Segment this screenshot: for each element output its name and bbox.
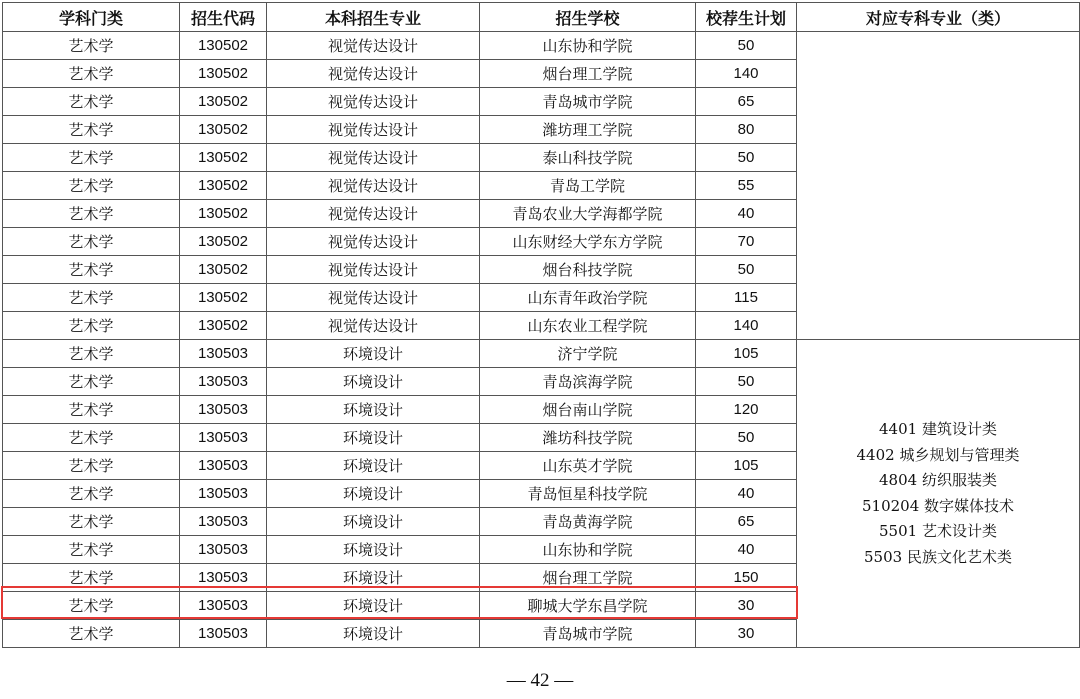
cell-quota: 65	[696, 508, 797, 536]
cell-quota: 55	[696, 172, 797, 200]
cell-category: 艺术学	[3, 228, 180, 256]
cell-code: 130502	[180, 88, 267, 116]
cell-quota: 65	[696, 88, 797, 116]
cell-major: 环境设计	[267, 508, 480, 536]
cell-major: 视觉传达设计	[267, 172, 480, 200]
page-number: — 42 —	[506, 670, 574, 691]
header-category: 学科门类	[3, 3, 180, 32]
cell-category: 艺术学	[3, 32, 180, 60]
cell-category: 艺术学	[3, 172, 180, 200]
cell-major: 视觉传达设计	[267, 228, 480, 256]
cell-quota: 40	[696, 536, 797, 564]
related-major-line: 4402 城乡规划与管理类	[856, 445, 1020, 464]
cell-quota: 140	[696, 312, 797, 340]
cell-school: 烟台理工学院	[480, 60, 696, 88]
cell-code: 130502	[180, 60, 267, 88]
cell-major: 视觉传达设计	[267, 60, 480, 88]
related-major-line: 5501 艺术设计类	[879, 522, 997, 540]
cell-school: 山东农业工程学院	[480, 312, 696, 340]
header-related-majors: 对应专科专业（类）	[797, 3, 1080, 32]
related-major-line: 4804 纺织服装类	[879, 471, 997, 489]
cell-major: 环境设计	[267, 396, 480, 424]
header-quota: 校荐生计划	[696, 3, 797, 32]
cell-category: 艺术学	[3, 312, 180, 340]
cell-school: 潍坊理工学院	[480, 116, 696, 144]
cell-major: 视觉传达设计	[267, 256, 480, 284]
cell-code: 130503	[180, 564, 267, 592]
cell-quota: 50	[696, 256, 797, 284]
cell-category: 艺术学	[3, 620, 180, 648]
cell-major: 视觉传达设计	[267, 32, 480, 60]
related-major-line: 510204 数字媒体技术	[861, 496, 1015, 515]
cell-code: 130503	[180, 340, 267, 368]
cell-code: 130503	[180, 508, 267, 536]
table-header	[3, 3, 1080, 32]
cell-school: 烟台科技学院	[480, 256, 696, 284]
header-school: 招生学校	[480, 3, 696, 32]
cell-school: 青岛黄海学院	[480, 508, 696, 536]
related-majors-cell	[797, 340, 1080, 648]
table-body	[3, 32, 1080, 648]
cell-school: 烟台南山学院	[480, 396, 696, 424]
cell-code: 130502	[180, 284, 267, 312]
cell-school: 山东英才学院	[480, 452, 696, 480]
cell-school: 山东青年政治学院	[480, 284, 696, 312]
cell-school: 济宁学院	[480, 340, 696, 368]
cell-code: 130502	[180, 312, 267, 340]
cell-quota: 80	[696, 116, 797, 144]
cell-quota: 50	[696, 32, 797, 60]
cell-code: 130503	[180, 480, 267, 508]
cell-category: 艺术学	[3, 116, 180, 144]
related-major-line: 4401 建筑设计类	[879, 420, 997, 438]
cell-quota: 115	[696, 284, 797, 312]
cell-quota: 30	[696, 620, 797, 648]
cell-code: 130503	[180, 396, 267, 424]
cell-code: 130502	[180, 144, 267, 172]
cell-major: 环境设计	[267, 620, 480, 648]
cell-code: 130502	[180, 172, 267, 200]
cell-code: 130503	[180, 368, 267, 396]
header-row	[3, 3, 1080, 32]
cell-code: 130503	[180, 536, 267, 564]
cell-quota: 50	[696, 424, 797, 452]
cell-code: 130503	[180, 592, 267, 620]
cell-category: 艺术学	[3, 88, 180, 116]
cell-code: 130503	[180, 424, 267, 452]
cell-major: 视觉传达设计	[267, 144, 480, 172]
related-major-line: 5503 民族文化艺术类	[864, 547, 1012, 566]
table-row	[3, 32, 1080, 60]
cell-quota: 40	[696, 200, 797, 228]
cell-school: 山东协和学院	[480, 32, 696, 60]
cell-category: 艺术学	[3, 396, 180, 424]
cell-quota: 50	[696, 368, 797, 396]
cell-code: 130502	[180, 116, 267, 144]
cell-major: 环境设计	[267, 452, 480, 480]
cell-major: 视觉传达设计	[267, 200, 480, 228]
cell-major: 视觉传达设计	[267, 312, 480, 340]
cell-major: 视觉传达设计	[267, 116, 480, 144]
cell-quota: 105	[696, 452, 797, 480]
cell-category: 艺术学	[3, 144, 180, 172]
cell-category: 艺术学	[3, 564, 180, 592]
cell-category: 艺术学	[3, 536, 180, 564]
cell-major: 环境设计	[267, 564, 480, 592]
cell-category: 艺术学	[3, 256, 180, 284]
cell-school: 青岛农业大学海都学院	[480, 200, 696, 228]
cell-school: 烟台理工学院	[480, 564, 696, 592]
cell-code: 130502	[180, 200, 267, 228]
cell-quota: 140	[696, 60, 797, 88]
table-row	[3, 340, 1080, 368]
cell-category: 艺术学	[3, 200, 180, 228]
cell-code: 130503	[180, 452, 267, 480]
cell-quota: 120	[696, 396, 797, 424]
cell-major: 环境设计	[267, 536, 480, 564]
related-majors-cell	[797, 32, 1080, 340]
cell-quota: 30	[696, 592, 797, 620]
cell-school: 山东财经大学东方学院	[480, 228, 696, 256]
cell-category: 艺术学	[3, 284, 180, 312]
cell-category: 艺术学	[3, 368, 180, 396]
enrollment-table	[2, 2, 1080, 648]
cell-school: 青岛城市学院	[480, 620, 696, 648]
cell-code: 130502	[180, 228, 267, 256]
cell-school: 青岛工学院	[480, 172, 696, 200]
cell-quota: 50	[696, 144, 797, 172]
cell-quota: 150	[696, 564, 797, 592]
cell-school: 潍坊科技学院	[480, 424, 696, 452]
cell-major: 环境设计	[267, 424, 480, 452]
cell-quota: 40	[696, 480, 797, 508]
cell-major: 环境设计	[267, 592, 480, 620]
cell-category: 艺术学	[3, 592, 180, 620]
cell-category: 艺术学	[3, 480, 180, 508]
cell-school: 山东协和学院	[480, 536, 696, 564]
cell-school: 聊城大学东昌学院	[480, 592, 696, 620]
cell-quota: 105	[696, 340, 797, 368]
cell-major: 环境设计	[267, 340, 480, 368]
cell-category: 艺术学	[3, 508, 180, 536]
cell-major: 环境设计	[267, 480, 480, 508]
cell-school: 青岛滨海学院	[480, 368, 696, 396]
cell-school: 青岛城市学院	[480, 88, 696, 116]
cell-category: 艺术学	[3, 340, 180, 368]
header-code: 招生代码	[180, 3, 267, 32]
cell-quota: 70	[696, 228, 797, 256]
cell-school: 泰山科技学院	[480, 144, 696, 172]
cell-school: 青岛恒星科技学院	[480, 480, 696, 508]
cell-category: 艺术学	[3, 60, 180, 88]
header-major: 本科招生专业	[267, 3, 480, 32]
cell-major: 视觉传达设计	[267, 284, 480, 312]
cell-category: 艺术学	[3, 424, 180, 452]
cell-major: 视觉传达设计	[267, 88, 480, 116]
cell-category: 艺术学	[3, 452, 180, 480]
cell-major: 环境设计	[267, 368, 480, 396]
cell-code: 130502	[180, 32, 267, 60]
cell-code: 130503	[180, 620, 267, 648]
cell-code: 130502	[180, 256, 267, 284]
